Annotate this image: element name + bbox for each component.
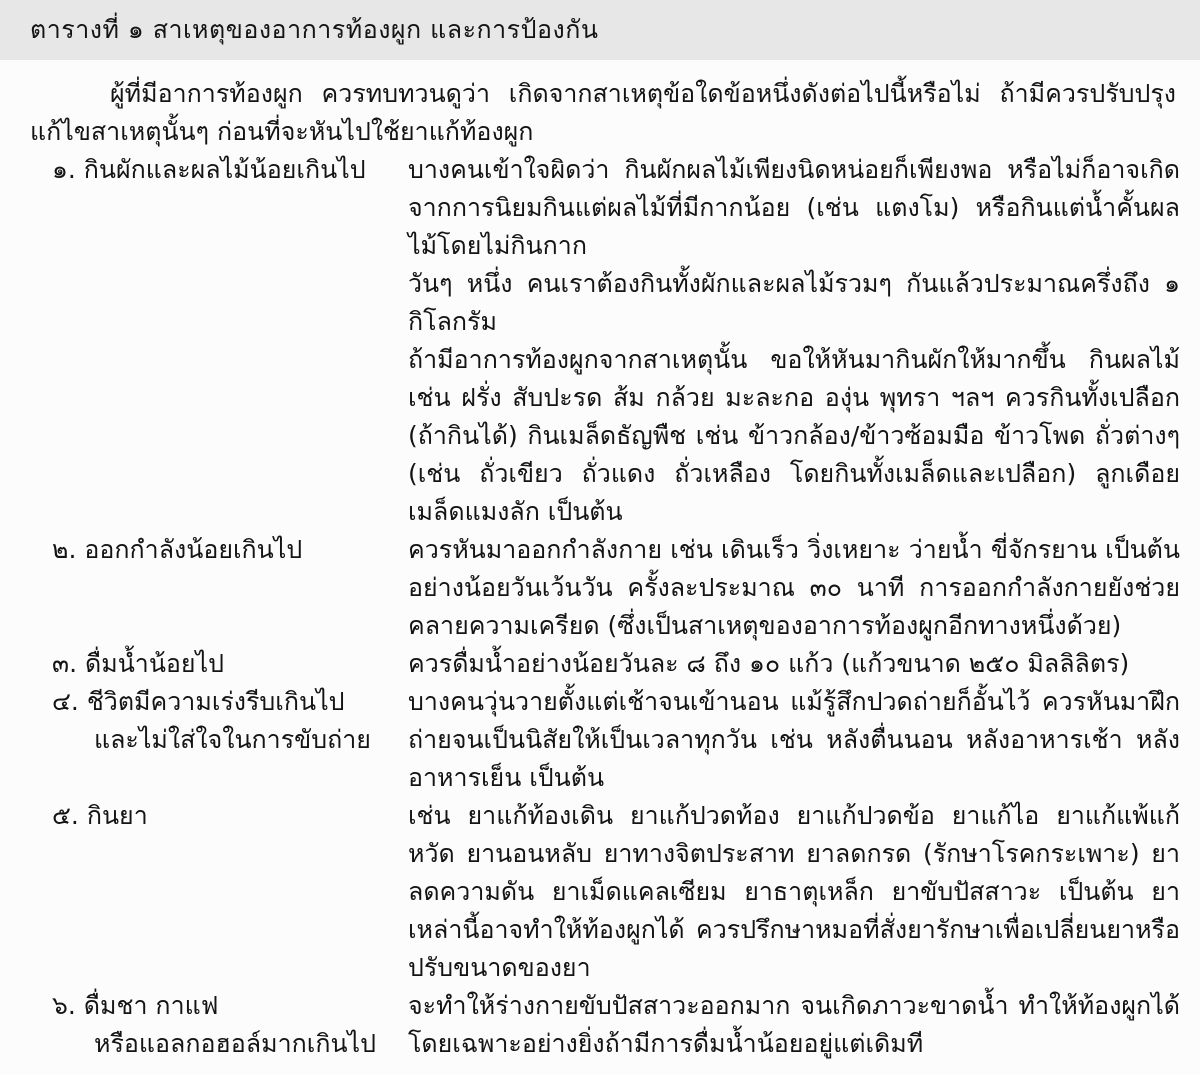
cause-text: ๔. ชีวิตมีความเร่งรีบเกินไป [52, 687, 345, 716]
table-caption-band [0, 0, 1200, 60]
cause-prevention-table [30, 151, 1180, 1063]
cause-text-continued: หรือแอลกอฮอล์มากเกินไป [94, 1029, 376, 1058]
cause-text: ๑. กินผักและผลไม้น้อยเกินไป [52, 155, 366, 184]
table-row [30, 683, 1180, 797]
cause-text: ๕. กินยา [52, 801, 148, 830]
prevention-paragraph: ถ้ามีอาการท้องผูกจากสาเหตุนั้น ขอให้หันมากินผักให้มากขึ้น กินผลไม้ เช่น ฝรั่ง สับปะรด ส้ม กล้วย มะละกอ องุ่น พุทรา ฯลฯ ควรกินทั้งเปลือก (ถ้ากินได้) กินเมล็ดธัญพืช เช่น ข้าวกล้อง/ข้าวซ้อมมือ ข้าวโพด ถั่วต่างๆ (เช่น ถั่วเขียว ถั่วแดง ถั่วเหลือง โดยกินทั้งเมล็ดและเปลือก) ลูกเดือย เมล็ดแมงลัก เป็นต้น [408, 345, 1180, 526]
cause-cell [30, 987, 408, 1063]
cause-cell [30, 797, 408, 835]
prevention-cell [408, 987, 1180, 1063]
prevention-paragraph: เช่น ยาแก้ท้องเดิน ยาแก้ปวดท้อง ยาแก้ปวดข้อ ยาแก้ไอ ยาแก้แพ้แก้หวัด ยานอนหลับ ยาทางจิตประสาท ยาลดกรด (รักษาโรคกระเพาะ) ยาลดความดัน ยาเม็ดแคลเซียม ยาธาตุเหล็ก ยาขับปัสสาวะ เป็นต้น ยาเหล่านี้อาจทำให้ท้องผูกได้ ควรปรึกษาหมอที่สั่งยารักษาเพื่อเปลี่ยนยาหรือปรับขนาดของยา [408, 801, 1180, 982]
prevention-cell [408, 645, 1180, 683]
prevention-paragraph: จะทำให้ร่างกายขับปัสสาวะออกมาก จนเกิดภาวะขาดน้ำ ทำให้ท้องผูกได้โดยเฉพาะอย่างยิ่งถ้ามีการดื่มน้ำน้อยอยู่แต่เดิมที [408, 991, 1180, 1058]
cause-cell [30, 683, 408, 759]
prevention-cell [408, 683, 1180, 797]
prevention-cell [408, 797, 1180, 987]
table-row [30, 987, 1180, 1063]
cause-text: ๓. ดื่มน้ำน้อยไป [52, 649, 225, 678]
prevention-cell [408, 531, 1180, 645]
intro-paragraph: ผู้ที่มีอาการท้องผูก ควรทบทวนดูว่า เกิดจากสาเหตุข้อใดข้อหนึ่งดังต่อไปนี้หรือไม่ ถ้ามีควรปรับปรุงแก้ไขสาเหตุนั้นๆ ก่อนที่จะหันไปใช้ยาแก้ท้องผูก [30, 79, 1176, 146]
cause-cell [30, 645, 408, 683]
prevention-paragraph: บางคนเข้าใจผิดว่า กินผักผลไม้เพียงนิดหน่อยก็เพียงพอ หรือไม่ก็อาจเกิดจากการนิยมกินแต่ผลไม้ที่มีกากน้อย (เช่น แตงโม) หรือกินแต่น้ำคั้นผลไม้โดยไม่กินกาก [408, 155, 1180, 260]
prevention-paragraph: ควรดื่มน้ำอย่างน้อยวันละ ๘ ถึง ๑๐ แก้ว (แก้วขนาด ๒๕๐ มิลลิลิตร) [408, 649, 1130, 678]
prevention-cell [408, 151, 1180, 531]
cause-text-continued: และไม่ใส่ใจในการขับถ่าย [94, 725, 371, 754]
cause-cell [30, 531, 408, 569]
table-row [30, 645, 1180, 683]
prevention-paragraph: วันๆ หนึ่ง คนเราต้องกินทั้งผักและผลไม้รวมๆ กันแล้วประมาณครึ่งถึง ๑ กิโลกรัม [408, 269, 1180, 336]
cause-text: ๖. ดื่มชา กาแฟ [52, 991, 219, 1020]
cause-text: ๒. ออกกำลังน้อยเกินไป [52, 535, 303, 564]
prevention-paragraph: บางคนวุ่นวายตั้งแต่เช้าจนเข้านอน แม้รู้สึกปวดถ่ายก็อั้นไว้ ควรหันมาฝึกถ่ายจนเป็นนิสัยให้เป็นเวลาทุกวัน เช่น หลังตื่นนอน หลังอาหารเช้า หลังอาหารเย็น เป็นต้น [408, 687, 1180, 792]
table-row [30, 531, 1180, 645]
table-row [30, 797, 1180, 987]
prevention-paragraph: ควรหันมาออกกำลังกาย เช่น เดินเร็ว วิ่งเหยาะ ว่ายน้ำ ขี่จักรยาน เป็นต้น อย่างน้อยวันเว้นวัน ครั้งละประมาณ ๓๐ นาที การออกกำลังกายยังช่วยคลายความเครียด (ซึ่งเป็นสาเหตุของอาการท้องผูกอีกทางหนึ่งด้วย) [408, 535, 1180, 640]
table-caption: ตารางที่ ๑ สาเหตุของอาการท้องผูก และการป้องกัน [30, 15, 599, 44]
cause-cell [30, 151, 408, 189]
table-row [30, 151, 1180, 531]
